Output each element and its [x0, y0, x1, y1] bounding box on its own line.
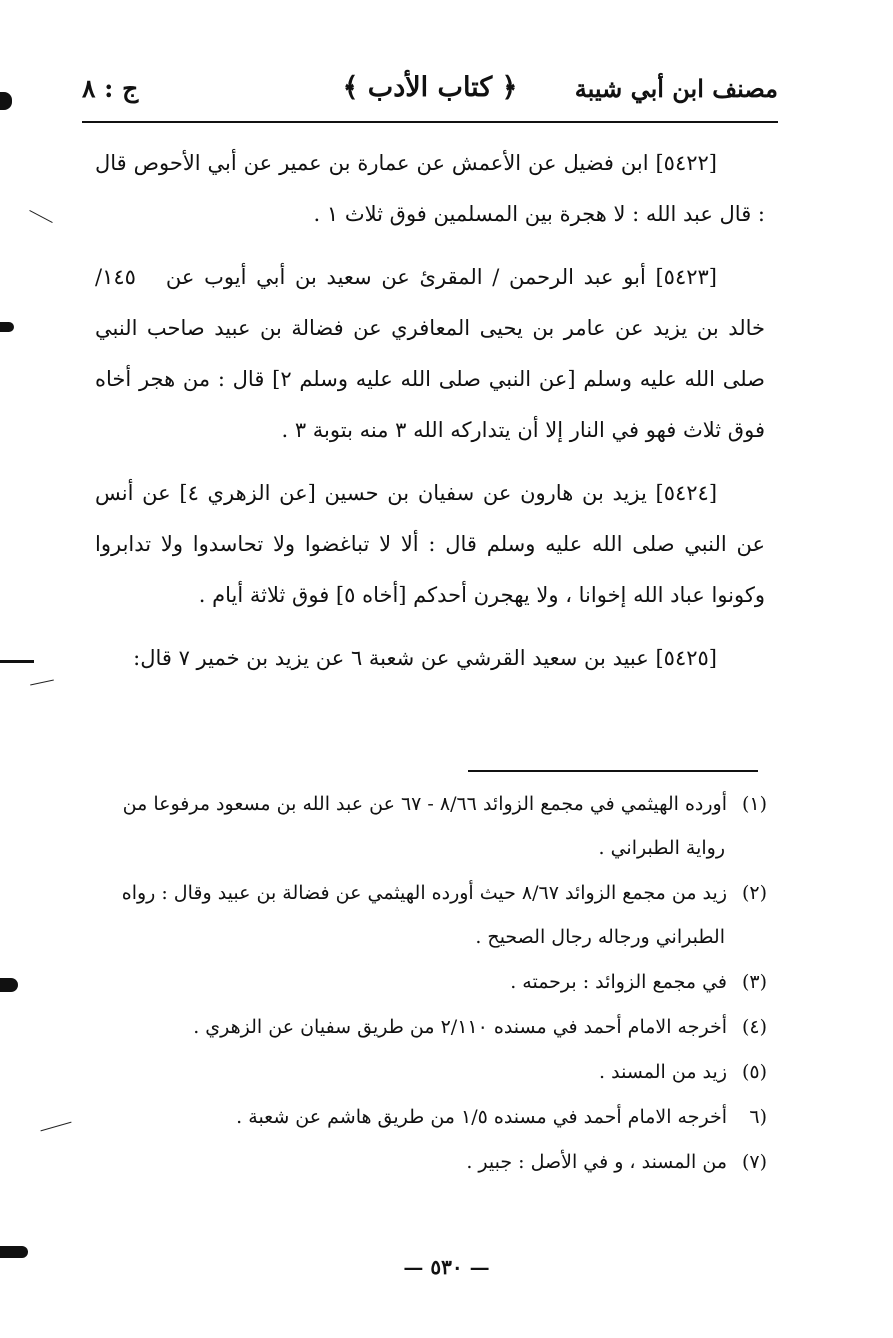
hadith-entry	[95, 138, 765, 240]
page-number: — ٥٣٠ —	[403, 1255, 490, 1279]
hadith-entry	[95, 468, 765, 621]
footnote-number: (٢)	[741, 882, 767, 904]
scan-scratch	[30, 680, 54, 686]
footnote-text: أورده الهيثمي في مجمع الزوائد ٨/٦٦ - ٦٧ عن عبد الله بن مسعود مرفوعا من رواية الطبراني .	[122, 793, 727, 859]
footnote-text: أخرجه الامام أحمد في مسنده ٢/١١٠ من طريق سفيان عن الزهري .	[193, 1016, 727, 1038]
manuscript-page-marker: ١٤٥/	[95, 265, 136, 289]
footnote-number: (٥)	[741, 1061, 767, 1083]
hadith-text: [٥٤٢٥] عبيد بن سعيد القرشي عن شعبة ٦ عن يزيد بن خمير ٧ قال:	[133, 646, 717, 670]
footnote-item	[95, 1095, 767, 1139]
book-title: مصنف ابن أبي شيبة	[574, 74, 778, 103]
footnote-text: من المسند ، و في الأصل : جبير .	[466, 1151, 727, 1173]
footnote-number: (٦	[749, 1106, 767, 1128]
hadith-text: [٥٤٢٢] ابن فضيل عن الأعمش عن عمارة بن عمير عن أبي الأحوص قال : قال عبد الله : لا هجرة بين المسلمين فوق ثلاث ١ .	[95, 151, 765, 226]
footnote-number: (٣)	[741, 971, 767, 993]
footnote-text: زيد من مجمع الزوائد ٨/٦٧ حيث أورده الهيثمي عن فضالة بن عبيد وقال : رواه الطبراني ورجاله رجال الصحيح .	[121, 882, 727, 948]
scan-scratch	[40, 1122, 71, 1132]
footnote-separator	[468, 770, 758, 772]
footnote-item	[95, 871, 767, 959]
hadith-text: [٥٤٢٤] يزيد بن هارون عن سفيان بن حسين [عن الزهري ٤] عن أنس عن النبي صلى الله عليه وسلم قال : ألا لا تباغضوا ولا تحاسدوا ولا تدابروا وكونوا عباد الله إخوانا ، ولا يهجرن أحدكم [أخاه ٥] فوق ثلاثة أيام .	[95, 481, 765, 607]
hadith-text: [٥٤٢٣] أبو عبد الرحمن / المقرئ عن سعيد بن أبي أيوب عن خالد بن يزيد عن عامر بن يحيى المعافري عن فضالة بن عبيد صاحب النبي صلى الله عليه وسلم [عن النبي صلى الله عليه وسلم ٢] قال : من هجر أخاه فوق ثلاث فهو في النار إلا أن يتداركه الله ٣ منه بتوبة ٣ .	[95, 265, 765, 442]
header-rule	[82, 121, 778, 123]
footnote-item	[95, 1140, 767, 1184]
footnote-number: (٧)	[741, 1151, 767, 1173]
footnote-text: زيد من المسند .	[599, 1061, 727, 1083]
running-header	[82, 68, 778, 120]
chapter-title: ﴿ كتاب الأدب ﴾	[342, 72, 518, 103]
footnotes	[95, 782, 767, 1185]
footnote-number: (٤)	[741, 1016, 767, 1038]
footnote-item	[95, 960, 767, 1004]
footnote-item	[95, 782, 767, 870]
footnote-text: أخرجه الامام أحمد في مسنده ١/٥ من طريق هاشم عن شعبة .	[236, 1106, 727, 1128]
footnote-item	[95, 1005, 767, 1049]
hadith-entry	[95, 633, 765, 684]
scan-margin-mark	[0, 92, 12, 110]
volume-label: ج : ٨	[82, 74, 139, 103]
footnote-text: في مجمع الزوائد : برحمته .	[510, 971, 727, 993]
scan-margin-mark	[0, 660, 34, 663]
footnote-item	[95, 1050, 767, 1094]
scan-margin-mark	[0, 322, 14, 332]
hadith-entry	[95, 252, 765, 456]
footnote-number: (١)	[741, 793, 767, 815]
scan-margin-mark	[0, 978, 18, 992]
scan-scratch	[29, 210, 52, 223]
main-text	[95, 138, 765, 696]
